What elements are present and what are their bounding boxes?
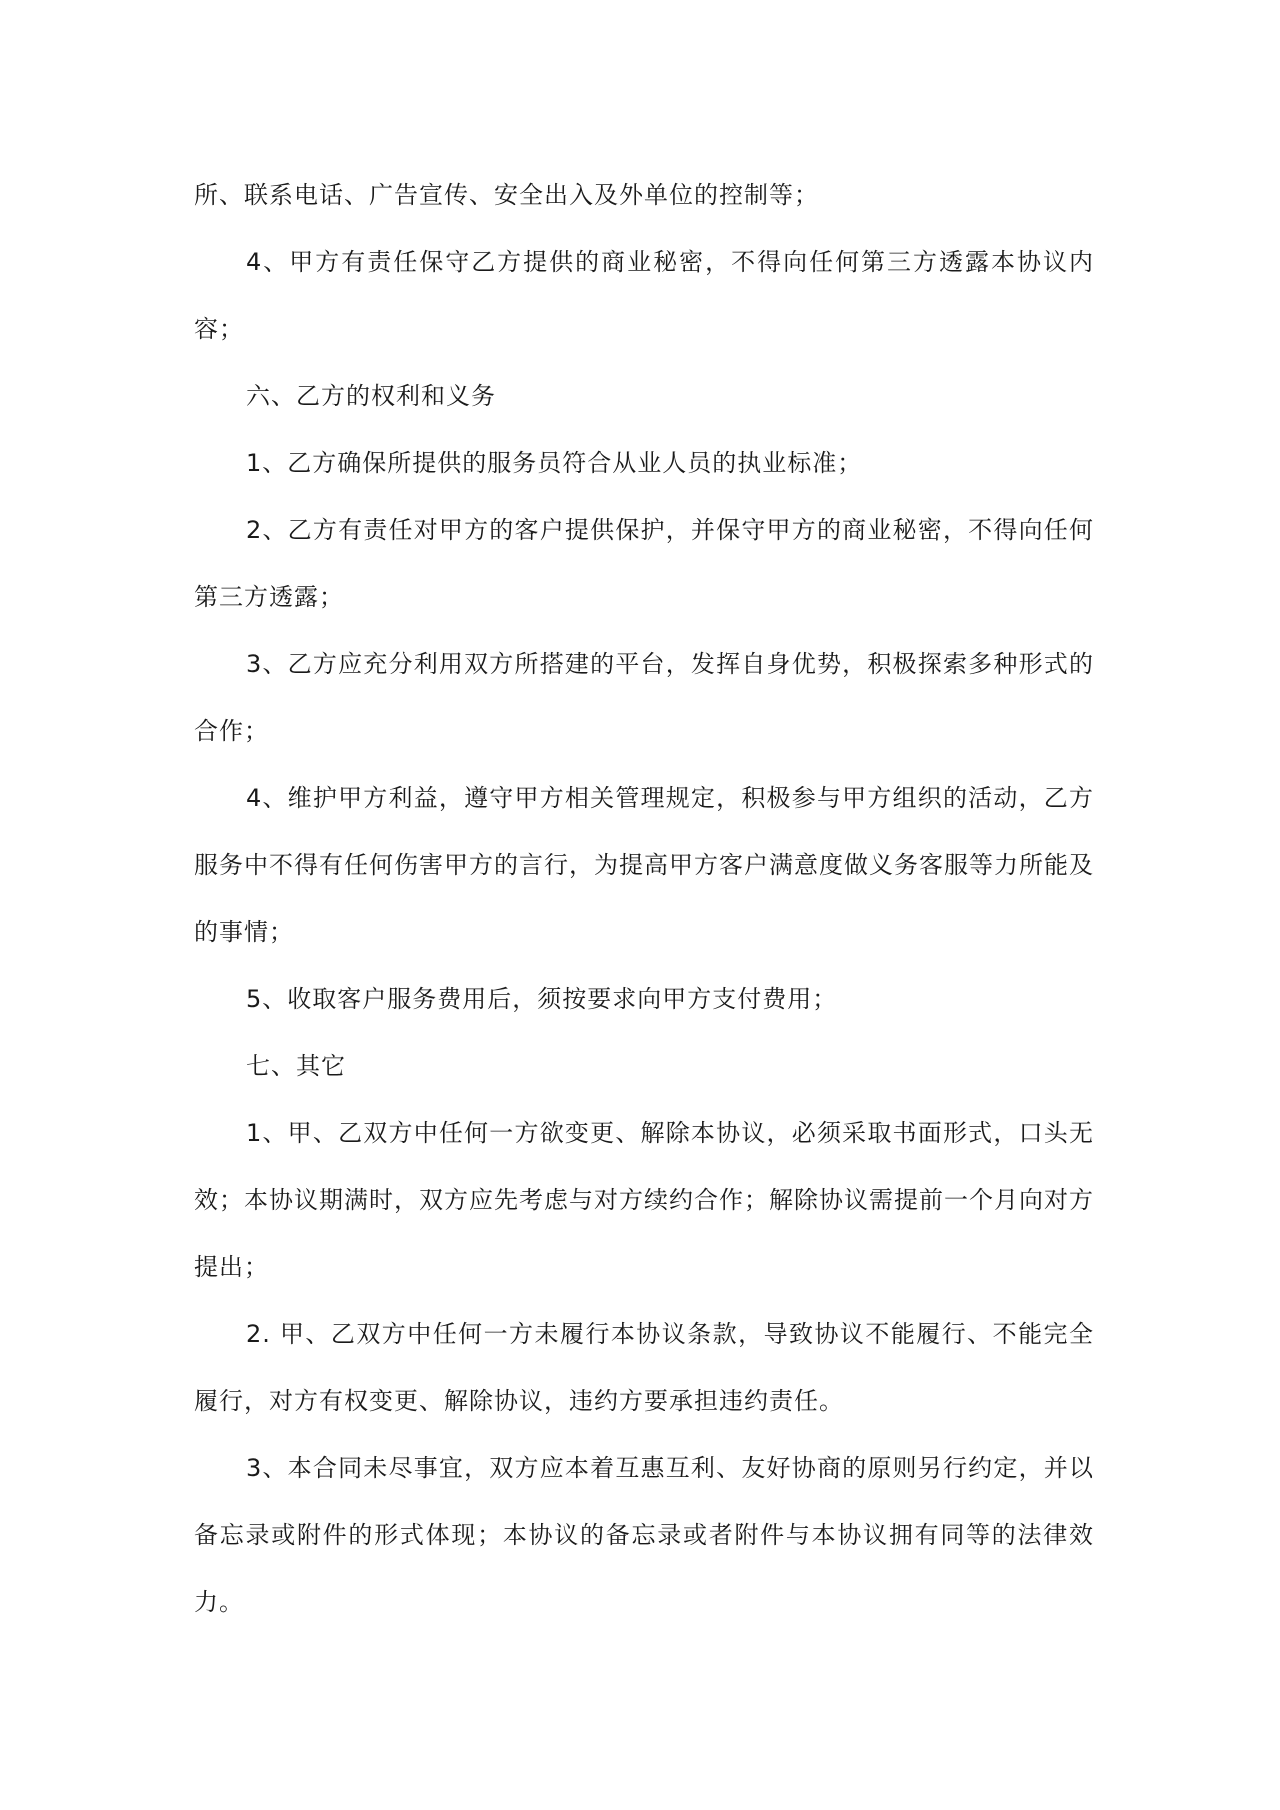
paragraph-party-b-interests: 4、维护甲方利益，遵守甲方相关管理规定，积极参与甲方组织的活动，乙方服务中不得有任何伤害甲方的言行，为提高甲方客户满意度做义务客服等力所能及的事情； xyxy=(194,784,1094,946)
document-page xyxy=(194,162,1094,1636)
paragraph-party-a-confidentiality: 4、甲方有责任保守乙方提供的商业秘密，不得向任何第三方透露本协议内容； xyxy=(194,248,1094,343)
paragraph-party-b-protection: 2、乙方有责任对甲方的客户提供保护，并保守甲方的商业秘密，不得向任何第三方透露； xyxy=(194,516,1094,611)
paragraph-contact-control: 所、联系电话、广告宣传、安全出入及外单位的控制等； xyxy=(194,181,819,209)
section-heading-other: 七、其它 xyxy=(246,1052,346,1080)
paragraph-party-b-standards: 1、乙方确保所提供的服务员符合从业人员的执业标准； xyxy=(246,449,863,477)
paragraph-other-supplement: 3、本合同未尽事宜，双方应本着互惠互利、友好协商的原则另行约定，并以备忘录或附件的形式体现；本协议的备忘录或者附件与本协议拥有同等的法律效力。 xyxy=(194,1454,1094,1616)
paragraph-other-termination: 1、甲、乙双方中任何一方欲变更、解除本协议，必须采取书面形式，口头无效；本协议期满时，双方应先考虑与对方续约合作；解除协议需提前一个月向对方提出； xyxy=(194,1119,1094,1281)
paragraph-other-breach: 2. 甲、乙双方中任何一方未履行本协议条款，导致协议不能履行、不能完全履行，对方有权变更、解除协议，违约方要承担违约责任。 xyxy=(194,1320,1094,1415)
section-heading-party-b-rights: 六、乙方的权利和义务 xyxy=(246,382,496,410)
paragraph-party-b-fees: 5、收取客户服务费用后，须按要求向甲方支付费用； xyxy=(246,985,838,1013)
paragraph-party-b-platform: 3、乙方应充分利用双方所搭建的平台，发挥自身优势，积极探索多种形式的合作； xyxy=(194,650,1094,745)
